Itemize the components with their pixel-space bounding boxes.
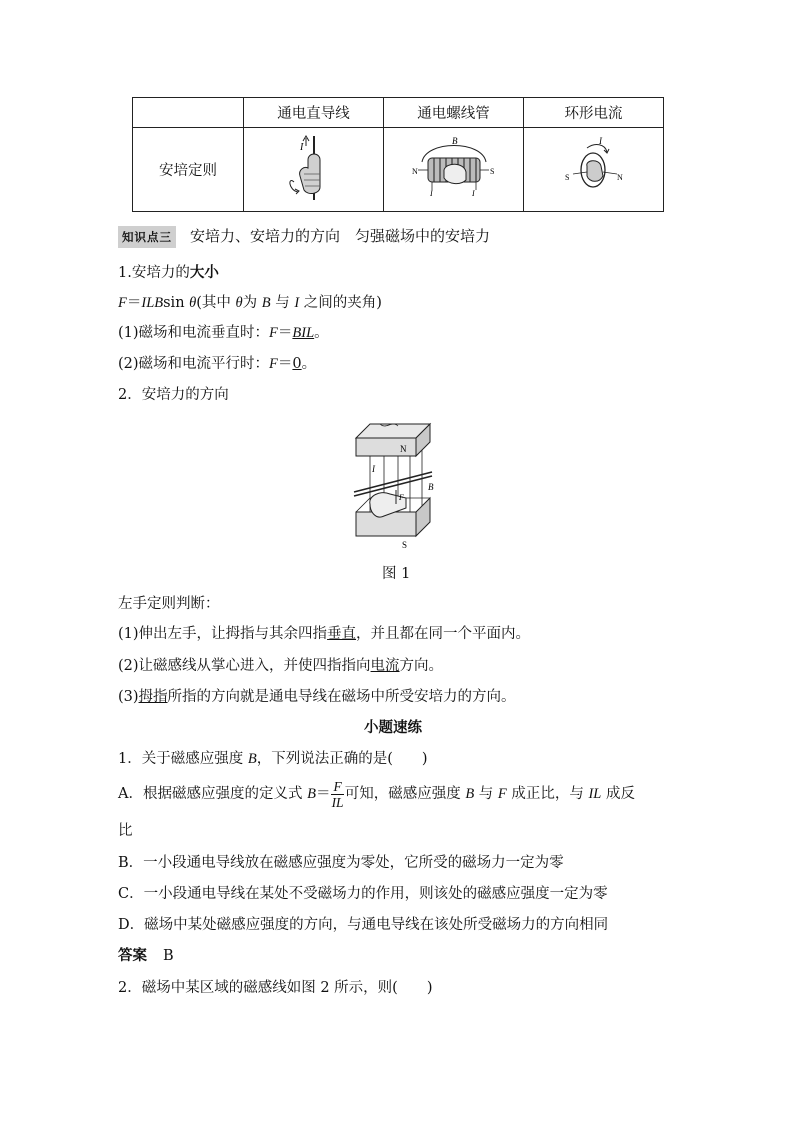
svg-text:I: I — [471, 188, 475, 198]
svg-text:I: I — [372, 464, 375, 474]
question-1-option-a[interactable]: A．根据磁感应强度的定义式 B＝ $\frac{F}{IL}$ 可知，磁感应强度 B 与 F 成正比，与 IL 成反 — [118, 778, 635, 810]
question-1-option-c[interactable]: C．一小段通电导线在某处不受磁场力的作用，则该处的磁感应强度一定为零 — [118, 886, 608, 902]
ring-current-hand-figure — [559, 132, 629, 204]
question-1-option-a-wrap: 比 — [118, 823, 133, 839]
point-2-heading: 2．安培力的方向 — [118, 387, 229, 403]
answer-blank-thumb: 拇指 — [138, 689, 168, 705]
svg-text:I: I — [299, 141, 303, 153]
svg-text:I: I — [598, 135, 602, 146]
question-1-option-b[interactable]: B．一小段通电导线放在磁感应强度为零处，它所受的磁场力一定为零 — [118, 855, 564, 871]
section-badge: 知识点三 — [118, 226, 176, 248]
table-header-straight-wire: 通电直导线 — [244, 98, 384, 128]
rule-step-3: (3)拇指所指的方向就是通电导线在磁场中所受安培力的方向。 — [118, 689, 516, 705]
svg-text:N: N — [411, 166, 418, 176]
svg-text:N: N — [400, 444, 407, 454]
straight-wire-hand-figure — [274, 132, 354, 204]
definition-fraction: $\frac{F}{IL}$ — [331, 778, 344, 810]
svg-text:S: S — [402, 540, 408, 550]
answer-blank-perpendicular: 垂直 — [327, 626, 357, 642]
svg-text:S: S — [489, 166, 494, 176]
point-1-heading: 1.安培力的大小 — [118, 264, 219, 281]
case-perpendicular: (1)磁场和电流垂直时：F＝BIL。 — [118, 325, 329, 341]
svg-text:B: B — [428, 482, 434, 492]
svg-text:B: B — [451, 135, 457, 146]
section-heading — [118, 226, 490, 248]
practice-title: 小题速练 — [364, 719, 422, 736]
ring-current-figure-cell — [524, 128, 664, 212]
ampere-rule-table — [132, 97, 664, 212]
table-header-solenoid: 通电螺线管 — [384, 98, 524, 128]
section-title: 安培力、安培力的方向 匀强磁场中的安培力 — [190, 227, 491, 245]
svg-text:S: S — [564, 172, 569, 182]
case-parallel: (2)磁场和电流平行时：F＝0。 — [118, 356, 317, 372]
question-1-option-d[interactable]: D．磁场中某处磁感应强度的方向，与通电导线在该处所受磁场力的方向相同 — [118, 917, 609, 933]
table-header-empty — [133, 98, 244, 128]
svg-text:F: F — [399, 493, 404, 502]
straight-wire-figure-cell — [244, 128, 384, 212]
ampere-force-formula: F＝ILBsin θ(其中 θ为 B 与 I 之间的夹角) — [118, 295, 382, 311]
solenoid-figure-cell — [384, 128, 524, 212]
svg-text:I: I — [429, 188, 433, 198]
question-2-stem: 2．磁场中某区域的磁感线如图 2 所示，则( ) — [118, 980, 433, 996]
rule-intro: 左手定则判断： — [118, 596, 220, 612]
answer-blank-bil: BIL — [292, 325, 315, 341]
answer-blank-current: 电流 — [370, 658, 400, 674]
answer-blank-zero: 0 — [292, 356, 302, 372]
left-hand-rule-figure — [350, 420, 440, 552]
svg-text:N: N — [616, 172, 623, 182]
table-header-ring-current: 环形电流 — [524, 98, 664, 128]
figure-caption: 图 1 — [382, 566, 411, 582]
table-row-label: 安培定则 — [133, 128, 244, 212]
rule-step-2: (2)让磁感线从掌心进入，并使四指指向电流方向。 — [118, 658, 444, 674]
solenoid-hand-figure — [404, 132, 504, 204]
question-1-stem: 1．关于磁感应强度 B，下列说法正确的是( ) — [118, 751, 428, 767]
rule-step-1: (1)伸出左手，让拇指与其余四指垂直，并且都在同一个平面内。 — [118, 626, 531, 642]
question-1-answer: 答案 B — [118, 947, 174, 964]
